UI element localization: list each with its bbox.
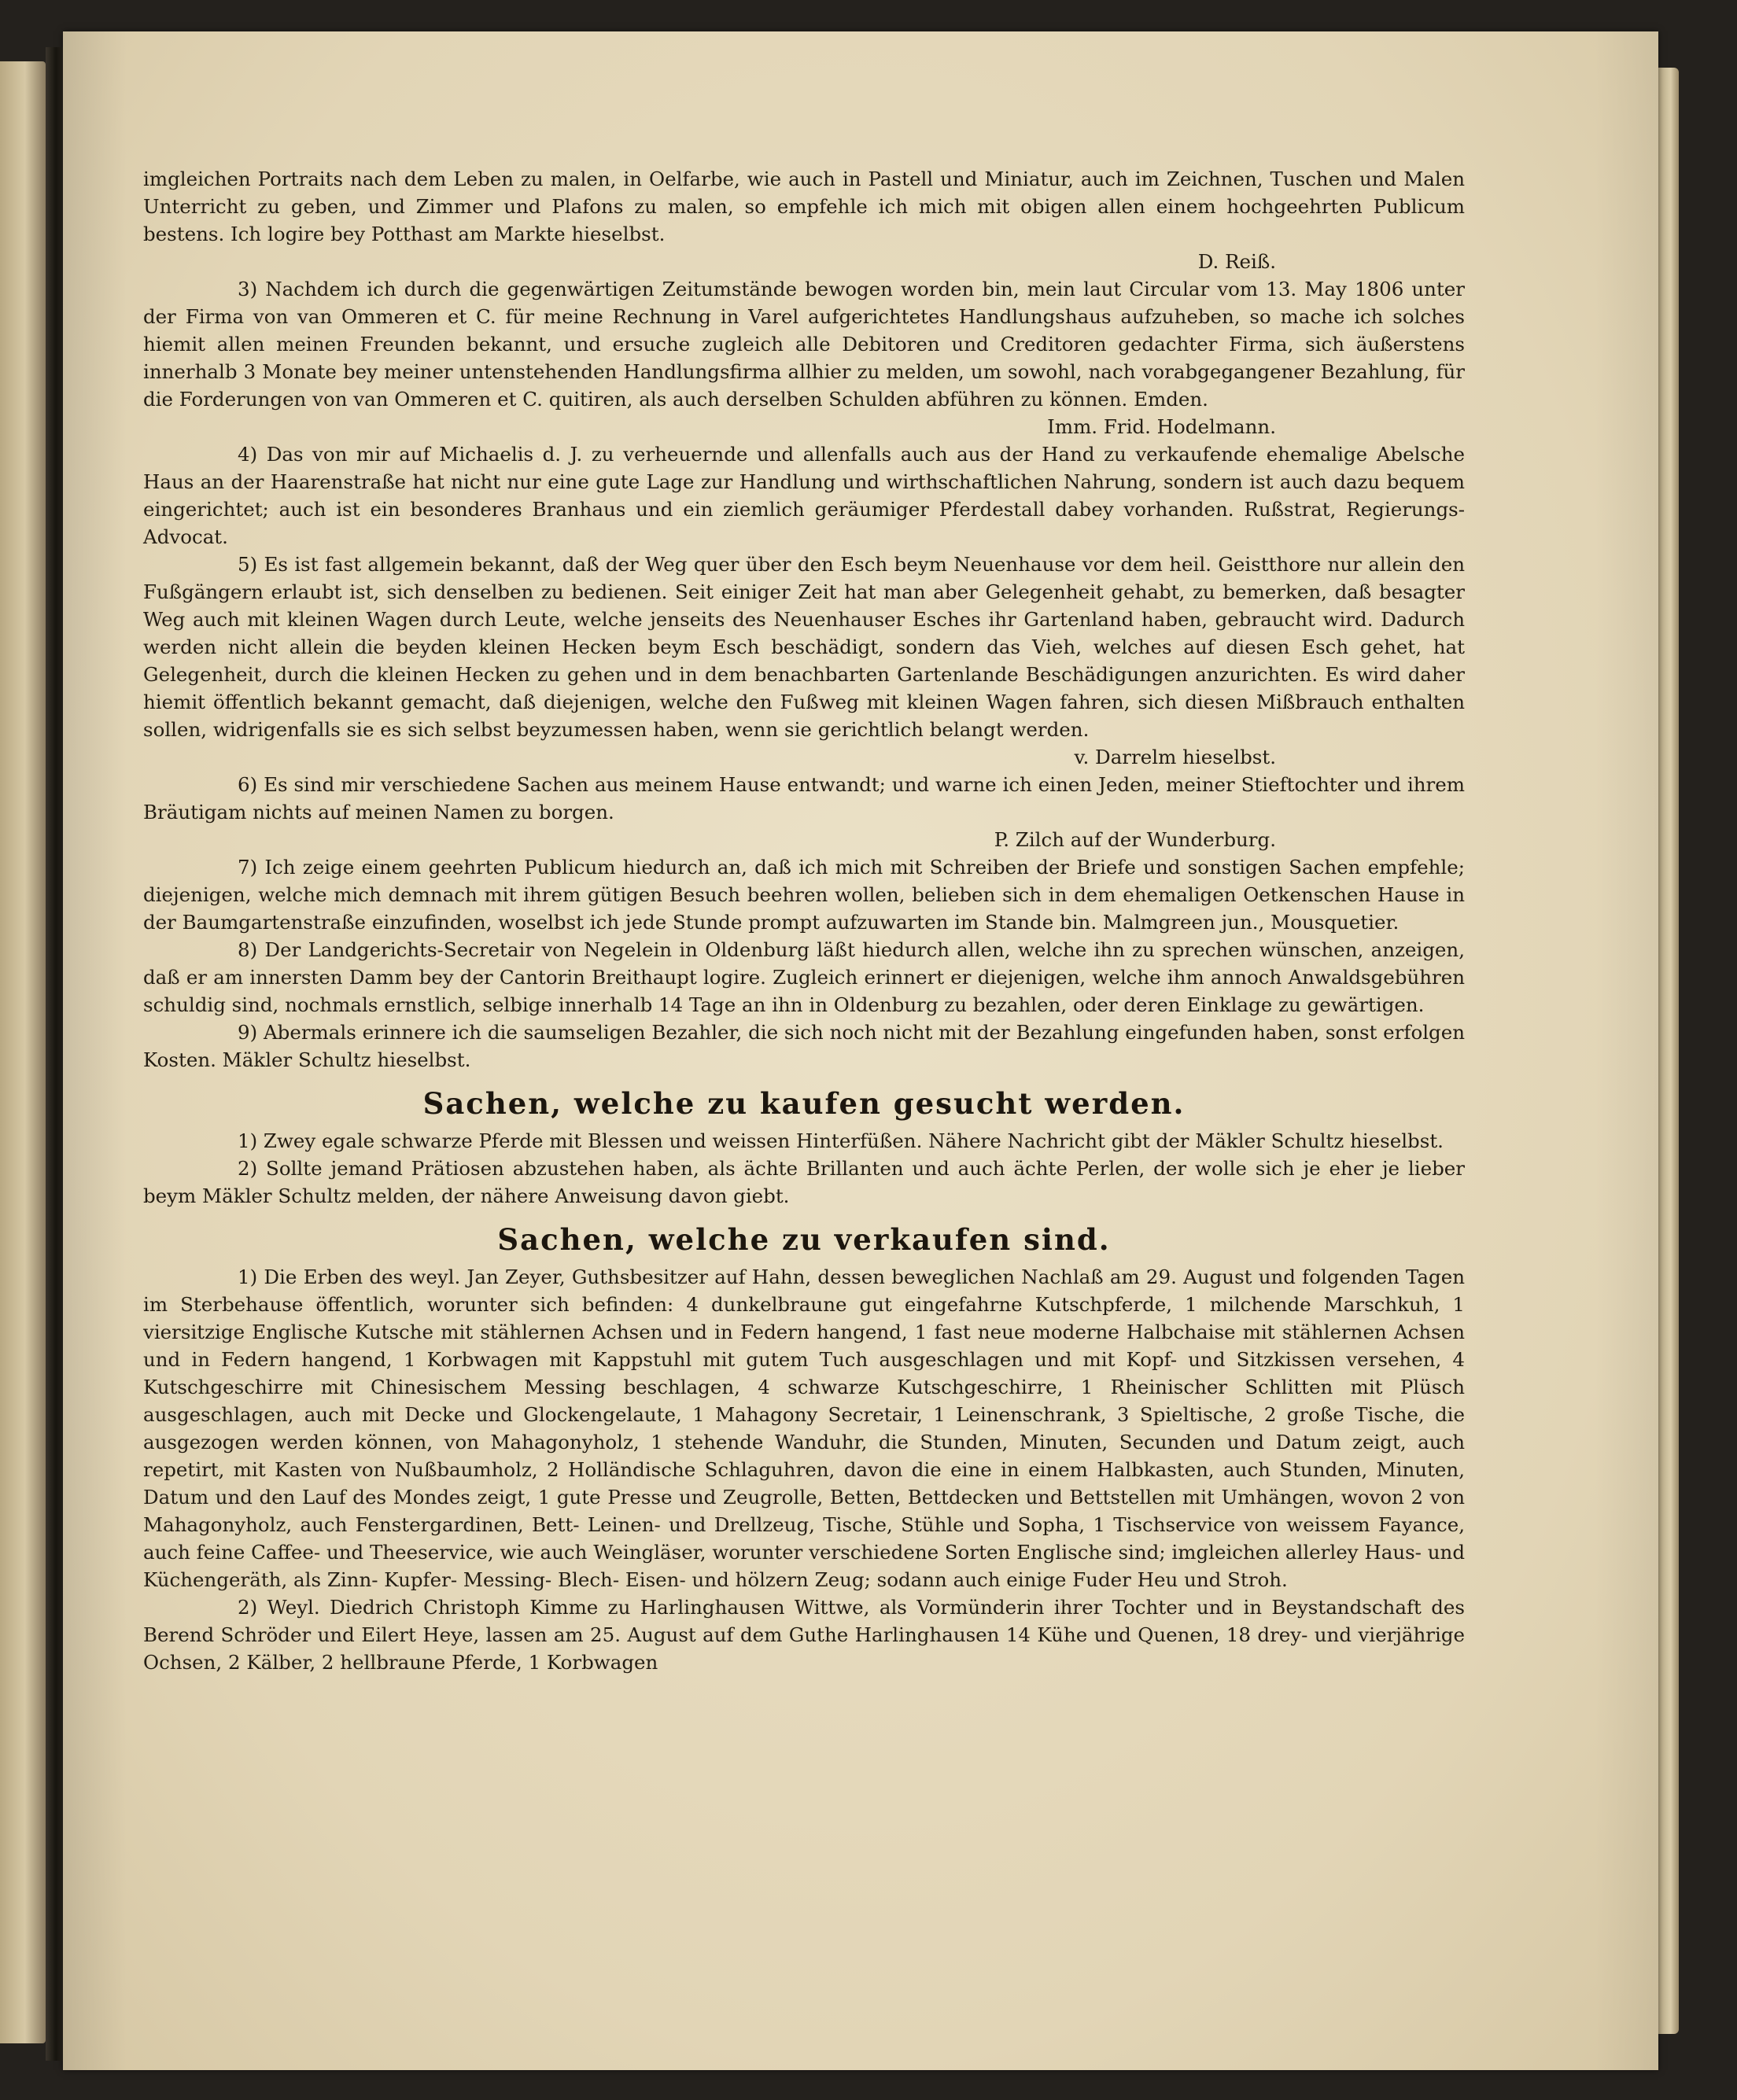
signature-5: v. Darrelm hieselbst. (1074, 746, 1276, 768)
left-page-edge (0, 61, 46, 2043)
page-text (143, 165, 1465, 2053)
sale-item-1: 1) Die Erben des weyl. Jan Zeyer, Guthsbesitzer auf Hahn, dessen beweglichen Nachlaß am 29. August und folgenden Tagen im Sterbehause öffentlich, worunter sich befinden: 4 dunkelbraune gut eingefahrne Kutschpferde, 1 milchende Marschkuh, 1 viersitzige Englische Kutsche mit stählernen Achsen und in Federn hangend, 1 fast neue moderne Halbchaise mit stählernen Achsen und in Federn hangend, 1 Korbwagen mit Kappstuhl mit gutem Tuch ausgeschlagen und mit Kopf- und Sitzkissen versehen, 4 Kutschgeschirre mit Chinesischem Messing beschlagen, 4 schwarze Kutschgeschirre, 1 Rheinischer Schlitten mit Plüsch ausgeschlagen, auch mit Decke und Glockengelaute, 1 Mahagony Secretair, 1 Leinenschrank, 3 Spieltische, 2 große Tische, die ausgezogen werden können, von Mahagonyholz, 1 stehende Wanduhr, die Stunden, Minuten, Secunden und Datum zeigt, auch repetirt, mit Kasten von Nußbaumholz, 2 Holländische Schlaguhren, davon die eine in einem Halbkasten, auch Stunden, Minuten, Datum und den Lauf des Mondes zeigt, 1 gute Presse und Zeugrolle, Betten, Bettdecken und Bettstellen mit Umhängen, wovon 2 von Mahagonyholz, auch Fenstergardinen, Bett- Leinen- und Drellzeug, Tische, Stühle und Sopha, 1 Tischservice von weissem Fayance, auch feine Caffee- und Theeservice, wie auch Weingläser, worunter verschiedene Sorten Englische sind; imgleichen allerley Haus- und Küchengeräth, als Zinn- Kupfer- Messing- Blech- Eisen- und hölzern Zeug; sodann auch einige Fuder Heu und Stroh. (143, 1266, 1465, 1591)
signature-1: D. Reiß. (1197, 250, 1276, 273)
notice-8: 8) Der Landgerichts-Secretair von Negelein in Oldenburg läßt hiedurch allen, welche ihn zu sprechen wünschen, anzeigen, daß er am innersten Damm bey der Cantorin Breithaupt logire. Zugleich erinnert er diejenigen, welche ihm annoch Anwaldsgebühren schuldig sind, nochmals ernstlich, selbige innerhalb 14 Tage an ihn in Oldenburg zu bezahlen, oder deren Einklage zu gewärtigen. (143, 938, 1465, 1016)
book-gutter (46, 47, 63, 2061)
wanted-item-1: 1) Zwey egale schwarze Pferde mit Blessen und weissen Hinterfüßen. Nähere Nachricht gibt der Mäkler Schultz hieselbst. (238, 1129, 1444, 1152)
notice-7: 7) Ich zeige einem geehrten Publicum hiedurch an, daß ich mich mit Schreiben der Briefe und sonstigen Sachen empfehle; diejenigen, welche mich demnach mit ihrem gütigen Besuch beehren wollen, belieben sich in dem ehemaligen Oetkenschen Hause in der Baumgartenstraße einzufinden, woselbst ich jede Stunde prompt aufzuwarten im Stande bin. Malmgreen jun., Mousquetier. (143, 856, 1465, 934)
signature-3: Imm. Frid. Hodelmann. (1047, 415, 1276, 438)
notice-6: 6) Es sind mir verschiedene Sachen aus meinem Hause entwandt; und warne ich einen Jeden, meiner Stieftochter und ihrem Bräutigam nichts auf meinen Namen zu borgen. (143, 773, 1465, 823)
notice-5: 5) Es ist fast allgemein bekannt, daß der Weg quer über den Esch beym Neuenhause vor dem heil. Geistthore nur allein den Fußgängern erlaubt ist, sich denselben zu bedienen. Seit einiger Zeit hat man aber Gelegenheit gehabt, zu bemerken, daß besagter Weg auch mit kleinen Wagen durch Leute, welche jenseits des Neuenhauser Esches ihr Gartenland haben, gebraucht wird. Dadurch werden nicht allein die beyden kleinen Hecken beym Esch beschädigt, sondern das Vieh, welches auf diesen Esch gehet, hat Gelegenheit, durch die kleinen Hecken zu gehen und in dem benachbarten Gartenlande Beschädigungen anzurichten. Es wird daher hiemit öffentlich bekannt gemacht, daß diejenigen, welche den Fußweg mit kleinen Wagen fahren, sich diesen Mißbrauch enthalten sollen, widrigenfalls sie es sich selbst beyzumessen haben, wenn sie gerichtlich belangt werden. (143, 553, 1465, 741)
right-page-edges (1658, 68, 1679, 2034)
section-heading-wanted: Sachen, welche zu kaufen gesucht werden. (422, 1086, 1186, 1121)
paragraph-1: imgleichen Portraits nach dem Leben zu malen, in Oelfarbe, wie auch in Pastell und Miniatur, auch im Zeichnen, Tuschen und Malen Unterricht zu geben, und Zimmer und Plafons zu malen, so empfehle ich mich mit obigen allen einem hochgeehrten Publicum bestens. Ich logire bey Potthast am Markte hieselbst. (143, 168, 1465, 245)
signature-6: P. Zilch auf der Wunderburg. (994, 828, 1276, 851)
notice-3: 3) Nachdem ich durch die gegenwärtigen Zeitumstände bewogen worden bin, mein laut Circular vom 13. May 1806 unter der Firma von van Ommeren et C. für meine Rechnung in Varel aufgerichtetes Handlungshaus aufzuheben, so mache ich solches hiemit allen meinen Freunden bekannt, und ersuche zugleich alle Debitoren und Creditoren gedachter Firma, sich äußerstens innerhalb 3 Monate bey meiner untenstehenden Handlungsfirma allhier zu melden, um sowohl, nach vorabgegangener Bezahlung, für die Forderungen von van Ommeren et C. quitiren, als auch derselben Schulden abführen zu können. Emden. (143, 278, 1465, 411)
section-heading-for-sale: Sachen, welche zu verkaufen sind. (497, 1222, 1111, 1257)
wanted-item-2: 2) Sollte jemand Prätiosen abzustehen haben, als ächte Brillanten und auch ächte Perlen, der wolle sich je eher je lieber beym Mäkler Schultz melden, der nähere Anweisung davon giebt. (143, 1157, 1465, 1207)
notice-4: 4) Das von mir auf Michaelis d. J. zu verheuernde und allenfalls auch aus der Hand zu verkaufende ehemalige Abelsche Haus an der Haarenstraße hat nicht nur eine gute Lage zur Handlung und wirthschaftlichen Nahrung, sondern ist auch dazu bequem eingerichtet; auch ist ein besonderes Branhaus und ein ziemlich geräumiger Pferdestall dabey vorhanden. Rußstrat, Regierungs-Advocat. (143, 443, 1465, 548)
sale-item-2: 2) Weyl. Diedrich Christoph Kimme zu Harlinghausen Wittwe, als Vormünderin ihrer Tochter und in Beystandschaft des Berend Schröder und Eilert Heye, lassen am 25. August auf dem Guthe Harlinghausen 14 Kühe und Quenen, 18 drey- und vierjährige Ochsen, 2 Kälber, 2 hellbraune Pferde, 1 Korbwagen (143, 1596, 1465, 1674)
notice-9: 9) Abermals erinnere ich die saumseligen Bezahler, die sich noch nicht mit der Bezahlung eingefunden haben, sonst erfolgen Kosten. Mäkler Schultz hieselbst. (143, 1021, 1465, 1071)
